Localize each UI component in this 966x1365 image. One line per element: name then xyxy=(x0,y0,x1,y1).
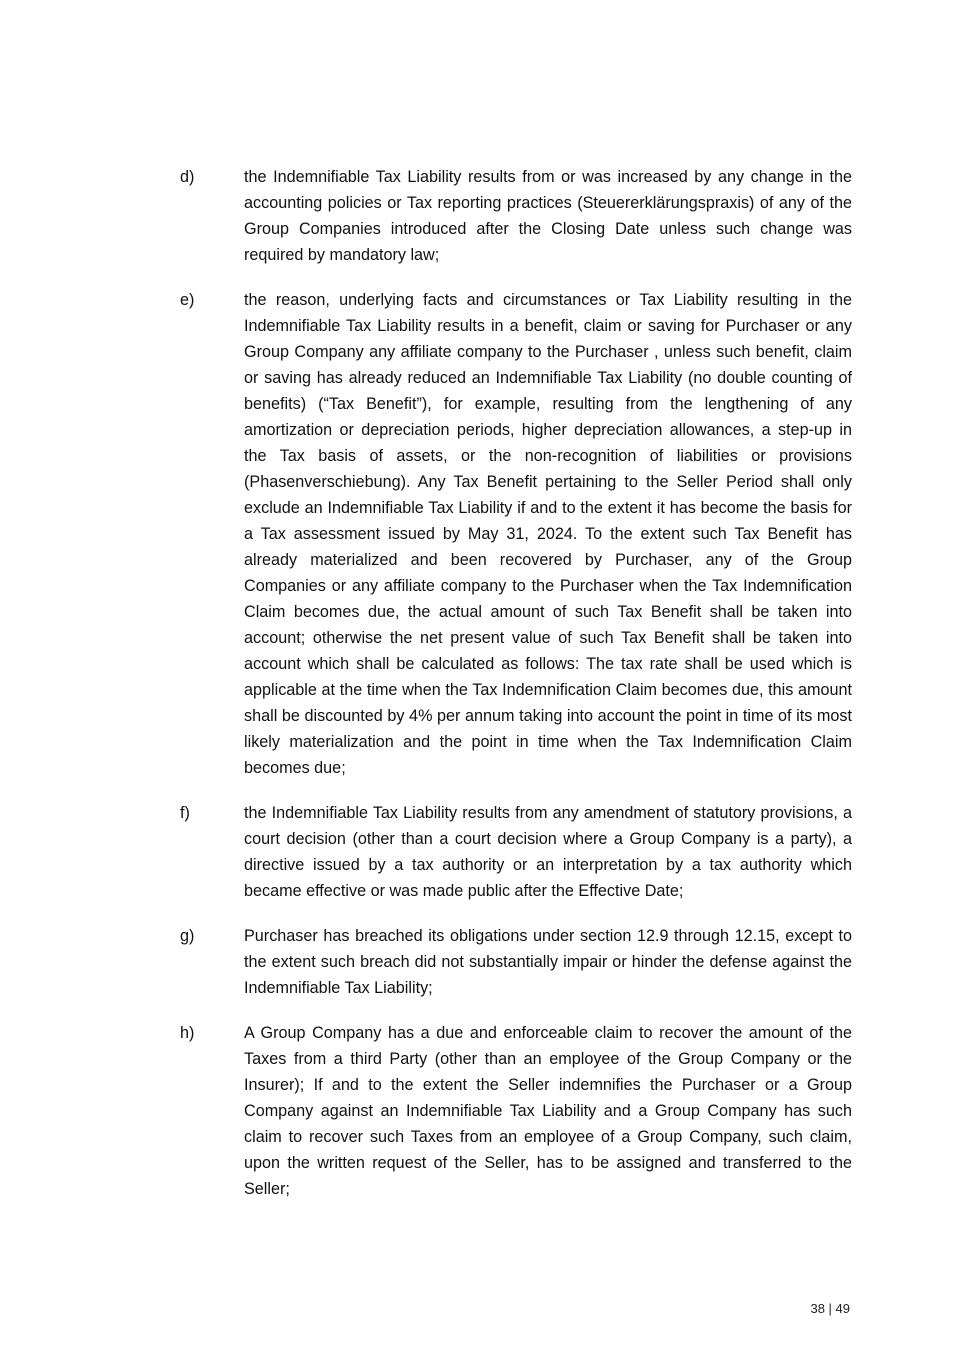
item-text-f: the Indemnifiable Tax Liability results from any amendment of statutory provisions, a court decision (other than a court decision where a Group Company is a party), a directive issued by a tax authority or an interpretation by a tax authority which became effective or was made public after the Effective Date; xyxy=(244,804,852,900)
page-number: 38 | 49 xyxy=(810,1301,850,1316)
clause-list xyxy=(180,164,852,1221)
item-text-h: A Group Company has a due and enforceable claim to recover the amount of the Taxes from a third Party (other than an employee of the Group Company or the Insurer); If and to the extent the Seller indemnifies the Purchaser or a Group Company against an Indemnifiable Tax Liability and a Group Company has such claim to recover such Taxes from an employee of a Group Company, such claim, upon the written request of the Seller, has to be assigned and transferred to the Seller; xyxy=(244,1024,852,1198)
item-label-e: e) xyxy=(180,291,195,309)
item-label-g: g) xyxy=(180,927,195,945)
list-item xyxy=(180,800,852,904)
list-item xyxy=(180,1020,852,1202)
list-item xyxy=(180,287,852,781)
item-text-g: Purchaser has breached its obligations under section 12.9 through 12.15, except to the extent such breach did not substantially impair or hinder the defense against the Indemnifiable Tax Liability; xyxy=(244,927,852,997)
item-label-f: f) xyxy=(180,804,190,822)
item-label-d: d) xyxy=(180,168,195,186)
list-item xyxy=(180,164,852,268)
list-item xyxy=(180,923,852,1001)
item-label-h: h) xyxy=(180,1024,195,1042)
item-text-d: the Indemnifiable Tax Liability results from or was increased by any change in the accounting policies or Tax reporting practices (Steuererklärungspraxis) of any of the Group Companies introduced after the Closing Date unless such change was required by mandatory law; xyxy=(244,168,852,264)
item-text-e: the reason, underlying facts and circumstances or Tax Liability resulting in the Indemnifiable Tax Liability results in a benefit, claim or saving for Purchaser or any Group Company any affiliate company to the Purchaser , unless such benefit, claim or saving has already reduced an Indemnifiable Tax Liability (no double counting of benefits) (“Tax Benefit”), for example, resulting from the lengthening of any amortization or depreciation periods, higher depreciation allowances, a step-up in the Tax basis of assets, or the non-recognition of liabilities or provisions (Phasenverschiebung). Any Tax Benefit pertaining to the Seller Period shall only exclude an Indemnifiable Tax Liability if and to the extent it has become the basis for a Tax assessment issued by May 31, 2024. To the extent such Tax Benefit has already materialized and been recovered by Purchaser, any of the Group Companies or any affiliate company to the Purchaser when the Tax Indemnification Claim becomes due, the actual amount of such Tax Benefit shall be taken into account; otherwise the net present value of such Tax Benefit shall be taken into account which shall be calculated as follows: The tax rate shall be used which is applicable at the time when the Tax Indemnification Claim becomes due, this amount shall be discounted by 4% per annum taking into account the point in time of its most likely materialization and the point in time when the Tax Indemnification Claim becomes due; xyxy=(244,291,852,777)
